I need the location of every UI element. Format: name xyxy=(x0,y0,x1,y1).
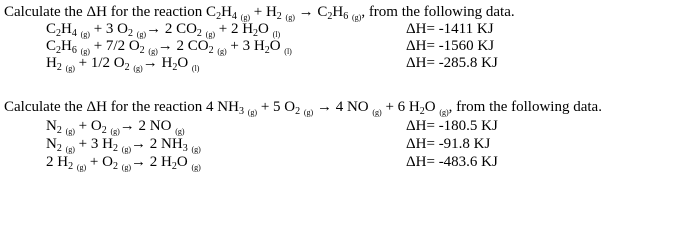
equation-text: N xyxy=(46,118,57,134)
subscript: 2 xyxy=(172,62,178,73)
state-label: (g) xyxy=(217,47,227,56)
subscript: 2 xyxy=(56,125,62,136)
state-label: (g) xyxy=(65,145,75,154)
equation-text: + O xyxy=(74,118,102,134)
subscript: 2 xyxy=(139,45,145,56)
state-label: (g) xyxy=(148,47,158,56)
equation-text: N xyxy=(46,136,57,152)
statement-text: Calculate the ΔH for the reaction C xyxy=(4,4,217,20)
subscript: 2 xyxy=(253,28,259,39)
subscript: 2 xyxy=(419,106,425,117)
reaction-equation xyxy=(46,55,199,72)
equation-text: + 3 O xyxy=(89,21,128,37)
subscript: 2 xyxy=(171,161,177,172)
state-label: (g) xyxy=(191,145,201,154)
reaction-equation xyxy=(46,154,201,171)
state-label: (g) xyxy=(133,64,143,73)
enthalpy-value: ΔH= -285.8 KJ xyxy=(406,55,498,71)
state-label: (g) xyxy=(191,163,201,172)
state-label: (l) xyxy=(272,30,281,39)
state-label: (g) xyxy=(175,127,185,136)
subscript: 2 xyxy=(264,45,270,56)
equation-text: C xyxy=(46,38,57,54)
reaction-equation xyxy=(46,136,201,153)
subscript: 3 xyxy=(238,106,244,117)
equation-text: → 2 H xyxy=(131,154,172,170)
enthalpy-value: ΔH= -483.6 KJ xyxy=(406,154,498,170)
statement-text: + 5 O xyxy=(257,99,296,115)
statement-text: , from the following data. xyxy=(448,99,602,115)
equation-text: → H xyxy=(142,55,173,71)
problem-2-statement xyxy=(4,99,602,116)
subscript: 2 xyxy=(56,62,62,73)
state-label: (g) xyxy=(80,47,90,56)
state-label: (g) xyxy=(351,13,362,22)
subscript: 6 xyxy=(71,45,77,56)
statement-text: Calculate the ΔH for the reaction 4 NH xyxy=(4,99,239,115)
statement-text: , from the following data. xyxy=(361,4,515,20)
problem-1-statement xyxy=(4,4,515,21)
subscript: 6 xyxy=(343,11,349,22)
equation-text: → 2 CO xyxy=(146,21,197,37)
state-label: (g) xyxy=(247,108,258,117)
equation-text: H xyxy=(61,38,72,54)
reaction-equation xyxy=(46,118,185,135)
equation-text: O xyxy=(176,154,188,170)
subscript: 2 xyxy=(101,125,107,136)
subscript: 4 xyxy=(231,11,237,22)
state-label: (g) xyxy=(110,127,120,136)
statement-text: + H xyxy=(250,4,277,20)
subscript: 2 xyxy=(112,143,118,154)
statement-text: H xyxy=(221,4,232,20)
equation-text: H xyxy=(46,55,57,71)
subscript: 2 xyxy=(127,28,133,39)
state-label: (l) xyxy=(284,47,292,56)
statement-text: + 6 H xyxy=(381,99,420,115)
reaction-equation xyxy=(46,38,292,55)
subscript: 2 xyxy=(112,161,118,172)
equation-text: + 7/2 O xyxy=(89,38,140,54)
state-label: (l) xyxy=(191,64,200,73)
state-label: (g) xyxy=(65,64,75,73)
equation-text: → 2 CO xyxy=(157,38,209,54)
statement-text: → 4 NO xyxy=(313,99,369,115)
subscript: 2 xyxy=(124,62,130,73)
equation-text: + O xyxy=(86,154,113,170)
state-label: (g) xyxy=(65,127,75,136)
equation-text: H xyxy=(61,21,72,37)
equation-text: + 3 H xyxy=(74,136,113,152)
equation-text: → 2 NH xyxy=(131,136,183,152)
statement-text: → C xyxy=(294,4,328,20)
equation-text: O xyxy=(177,55,189,71)
enthalpy-value: ΔH= -1560 KJ xyxy=(406,38,495,54)
state-label: (g) xyxy=(136,30,147,39)
subscript: 4 xyxy=(71,28,77,39)
subscript: 2 xyxy=(276,11,282,22)
subscript: 2 xyxy=(216,11,222,22)
enthalpy-value: ΔH= -1411 KJ xyxy=(406,21,494,37)
state-label: (g) xyxy=(240,13,250,22)
subscript: 2 xyxy=(208,45,214,56)
subscript: 3 xyxy=(182,143,188,154)
state-label: (g) xyxy=(80,30,90,39)
equation-text: + 1/2 O xyxy=(74,55,125,71)
subscript: 2 xyxy=(196,28,202,39)
enthalpy-value: ΔH= -180.5 KJ xyxy=(406,118,498,134)
equation-text: + 3 H xyxy=(226,38,265,54)
equation-text: 2 H xyxy=(46,154,69,170)
state-label: (g) xyxy=(76,163,87,172)
equation-text: O xyxy=(269,38,281,54)
subscript: 2 xyxy=(295,106,301,117)
equation-text: O xyxy=(258,21,269,37)
subscript: 2 xyxy=(56,143,62,154)
state-label: (g) xyxy=(121,145,132,154)
state-label: (g) xyxy=(205,30,215,39)
subscript: 2 xyxy=(68,161,74,172)
state-label: (g) xyxy=(121,163,132,172)
subscript: 2 xyxy=(56,45,62,56)
statement-text: O xyxy=(424,99,436,115)
enthalpy-value: ΔH= -91.8 KJ xyxy=(406,136,491,152)
equation-text: → 2 NO xyxy=(119,118,172,134)
equation-text: + 2 H xyxy=(214,21,254,37)
state-label: (g) xyxy=(285,13,295,22)
state-label: (g) xyxy=(303,108,314,117)
subscript: 2 xyxy=(56,28,62,39)
statement-text: H xyxy=(332,4,344,20)
subscript: 2 xyxy=(327,11,333,22)
state-label: (g) xyxy=(439,108,449,117)
equation-text: C xyxy=(46,21,57,37)
state-label: (g) xyxy=(372,108,382,117)
reaction-equation xyxy=(46,21,280,38)
